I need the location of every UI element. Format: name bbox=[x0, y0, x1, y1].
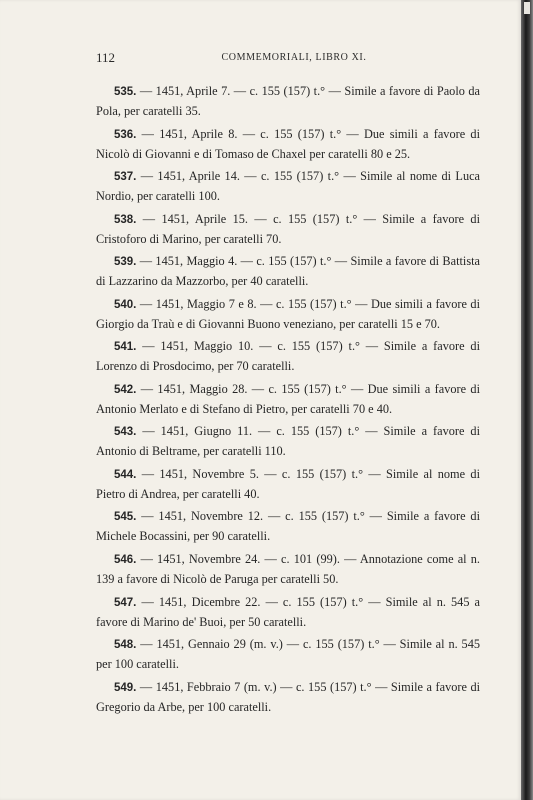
entry-text: — 1451, Novembre 24. — c. 101 (99). — Annotazione come al n. 139 a favore di Nicolò de Paruga per caratelli 50. bbox=[96, 552, 480, 587]
entry bbox=[96, 380, 480, 419]
entry-number: 540. bbox=[114, 299, 137, 312]
entry bbox=[96, 635, 480, 674]
entry-text: — 1451, Maggio 7 e 8. — c. 155 (157) t.° — Due simili a favore di Giorgio da Traù e di Giovanni Buono veneziano, per caratelli 15 e 70. bbox=[96, 297, 480, 332]
entry-number: 543. bbox=[114, 426, 137, 439]
entry-text: — 1451, Maggio 10. — c. 155 (157) t.° — Simile a favore di Lorenzo di Prosdocimo, per 70 caratelli. bbox=[96, 339, 480, 374]
entry bbox=[96, 210, 480, 249]
entry-number: 542. bbox=[114, 384, 137, 397]
entry bbox=[96, 550, 480, 589]
entry bbox=[96, 252, 480, 291]
entry-text: — 1451, Aprile 8. — c. 155 (157) t.° — Due simili a favore di Nicolò di Giovanni e di Tomaso de Chaxel per caratelli 80 e 25. bbox=[96, 127, 480, 162]
entry-number: 539. bbox=[114, 256, 137, 269]
entry-text: — 1451, Aprile 7. — c. 155 (157) t.° — Simile a favore di Paolo da Pola, per caratelli 35. bbox=[96, 84, 480, 119]
entry-number: 536. bbox=[114, 129, 137, 142]
running-head bbox=[96, 50, 480, 66]
entry-number: 548. bbox=[114, 639, 137, 652]
entry-number: 541. bbox=[114, 341, 137, 354]
entry-text: — 1451, Gennaio 29 (m. v.) — c. 155 (157) t.° — Simile al n. 545 per 100 caratelli. bbox=[96, 637, 480, 672]
entry bbox=[96, 167, 480, 206]
entry-number: 535. bbox=[114, 86, 137, 99]
entry bbox=[96, 125, 480, 164]
entry bbox=[96, 422, 480, 461]
entry-text: — 1451, Maggio 28. — c. 155 (157) t.° — Due simili a favore di Antonio Merlato e di Stefano di Pietro, per caratelli 70 e 40. bbox=[96, 382, 480, 417]
entry bbox=[96, 678, 480, 717]
entry-text: — 1451, Giugno 11. — c. 155 (157) t.° — Simile a favore di Antonio di Beltrame, per caratelli 110. bbox=[96, 424, 480, 459]
entry-text: — 1451, Febbraio 7 (m. v.) — c. 155 (157) t.° — Simile a favore di Gregorio da Arbe, per 100 caratelli. bbox=[96, 680, 481, 715]
book-spine-edge bbox=[521, 0, 533, 800]
entry-text: — 1451, Novembre 12. — c. 155 (157) t.° — Simile a favore di Michele Bocassini, per 90 caratelli. bbox=[96, 509, 480, 544]
book-title: COMMEMORIALI, LIBRO XI. bbox=[221, 52, 367, 63]
entry-text: — 1451, Novembre 5. — c. 155 (157) t.° — Simile al nome di Pietro di Andrea, per caratelli 40. bbox=[96, 467, 480, 502]
entry-number: 544. bbox=[114, 469, 137, 482]
spine-notch bbox=[524, 2, 530, 14]
entry-text: — 1451, Dicembre 22. — c. 155 (157) t.° — Simile al n. 545 a favore di Marino de' Buoi, per 50 caratelli. bbox=[96, 595, 480, 630]
entry-text: — 1451, Maggio 4. — c. 155 (157) t.° — Simile a favore di Battista di Lazzarino da Mazzorbo, per 40 caratelli. bbox=[96, 254, 481, 289]
entry-text: — 1451, Aprile 14. — c. 155 (157) t.° — Simile al nome di Luca Nordio, per caratelli 100. bbox=[96, 169, 481, 204]
entry-number: 537. bbox=[114, 171, 137, 184]
entry bbox=[96, 82, 480, 121]
entry bbox=[96, 337, 480, 376]
entry-number: 538. bbox=[114, 214, 137, 227]
entry bbox=[96, 465, 480, 504]
entry-number: 549. bbox=[114, 682, 137, 695]
entry-number: 545. bbox=[114, 511, 137, 524]
entry bbox=[96, 593, 480, 632]
entry-number: 547. bbox=[114, 597, 137, 610]
entry-number: 546. bbox=[114, 554, 137, 567]
page-number: 112 bbox=[96, 50, 116, 65]
entry-text: — 1451, Aprile 15. — c. 155 (157) t.° — Simile a favore di Cristoforo di Marino, per caratelli 70. bbox=[96, 212, 480, 247]
entry bbox=[96, 507, 480, 546]
entry bbox=[96, 295, 480, 334]
